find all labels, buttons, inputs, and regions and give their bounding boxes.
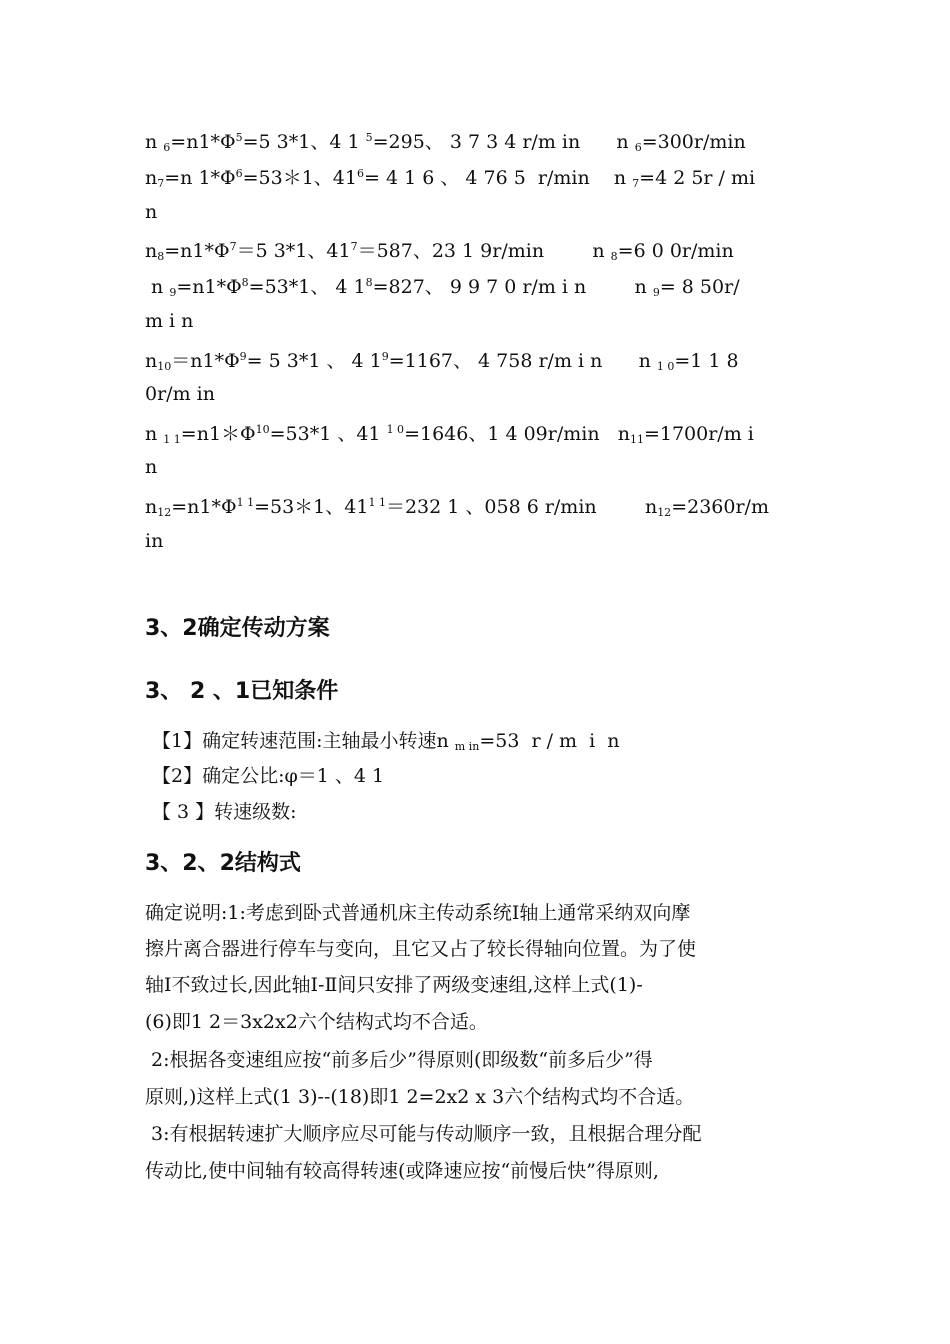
explanation-line: 擦片离合器进行停车与变向，且它又占了较长得轴向位置。为了使 [145,938,697,960]
heading-3-2: 3、2确定传动方案 [145,616,330,641]
formula-n11: n $_{1 1}=n1*\Phi^{10}=53*1$ 、41 $^{1 0}$=1646、1 4 09r/min $n_{11}=1700r/m$ i [145,423,754,446]
formula-n9: n $_9=n1*\Phi^8=53*1$、 4 $1^8=827$、 9 9 7 0 r/m i n n $_9$= 8 50r/ [145,276,740,299]
explanation-line: 3:有根据转速扩大顺序应尽可能与传动顺序一致，且根据合理分配 [145,1123,702,1145]
explanation-line: 传动比,使中间轴有较高得转速(或降速应按“前慢后快”得原则, [145,1160,659,1182]
formula-n7-wrap: n [145,201,158,223]
formula-n7: $n_7=n$ $1*\Phi^6=53*1$、$41^6= 4$ 1 6 、 4 76 5 r/min n $_7$=4 2 5r / mi [145,167,756,190]
condition-3: 【 3 】转速级数: [152,801,297,823]
formula-n10-wrap: 0r/m in [145,383,215,405]
formula-n8: $n_8=n1*\Phi^7=5$ 3*1、$41^7=587$、23 1 9r/min n $_8$=6 0 0r/min [145,240,734,263]
heading-3-2-2: 3、2、2结构式 [145,851,301,876]
formula-n9-wrap: m i n [145,310,194,332]
formula-n10: $n_{10}=n1*\Phi^9= 5$ 3*1 、 4 $1^9=1167$、 4 758 r/m i n n $_{1 0}$=1 1 8 [145,350,739,373]
heading-3-2-1: 3、 2 、1已知条件 [145,679,339,704]
explanation-line: 轴Ⅰ不致过长,因此轴Ⅰ-Ⅱ间只安排了两级变速组,这样上式(1)- [145,974,643,996]
condition-2: 【2】确定公比:φ＝1 、4 1 [152,765,385,787]
formula-n11-wrap: n [145,456,158,478]
condition-1: 【1】确定转速范围:主轴最小转速n $_{m in}$=53 r / m i n [152,730,620,753]
formula-n12-wrap: in [145,530,164,552]
explanation-line: 原则,)这样上式(1 3)--(18)即1 2=2x2 x 3六个结构式均不合适。 [145,1086,695,1108]
formula-n12: $n_{12}=n1*\Phi^{1 1}=53*1$、$41^{1 1}=232$ 1 、058 6 r/min $n_{12}=2360r/m$ [145,496,769,519]
explanation-line: (6)即1 2＝3x2x2六个结构式均不合适。 [145,1011,488,1033]
explanation-line: 2:根据各变速组应按“前多后少”得原则(即级数“前多后少”得 [145,1049,653,1071]
formula-n6: n $_6=n1*\Phi^5=5$ 3*1、4 1 $^5$=295、 3 7 3 4 r/m in n $_6$=300r/min [145,131,746,154]
explanation-line: 确定说明:1:考虑到卧式普通机床主传动系统Ⅰ轴上通常采纳双向摩 [145,902,691,924]
